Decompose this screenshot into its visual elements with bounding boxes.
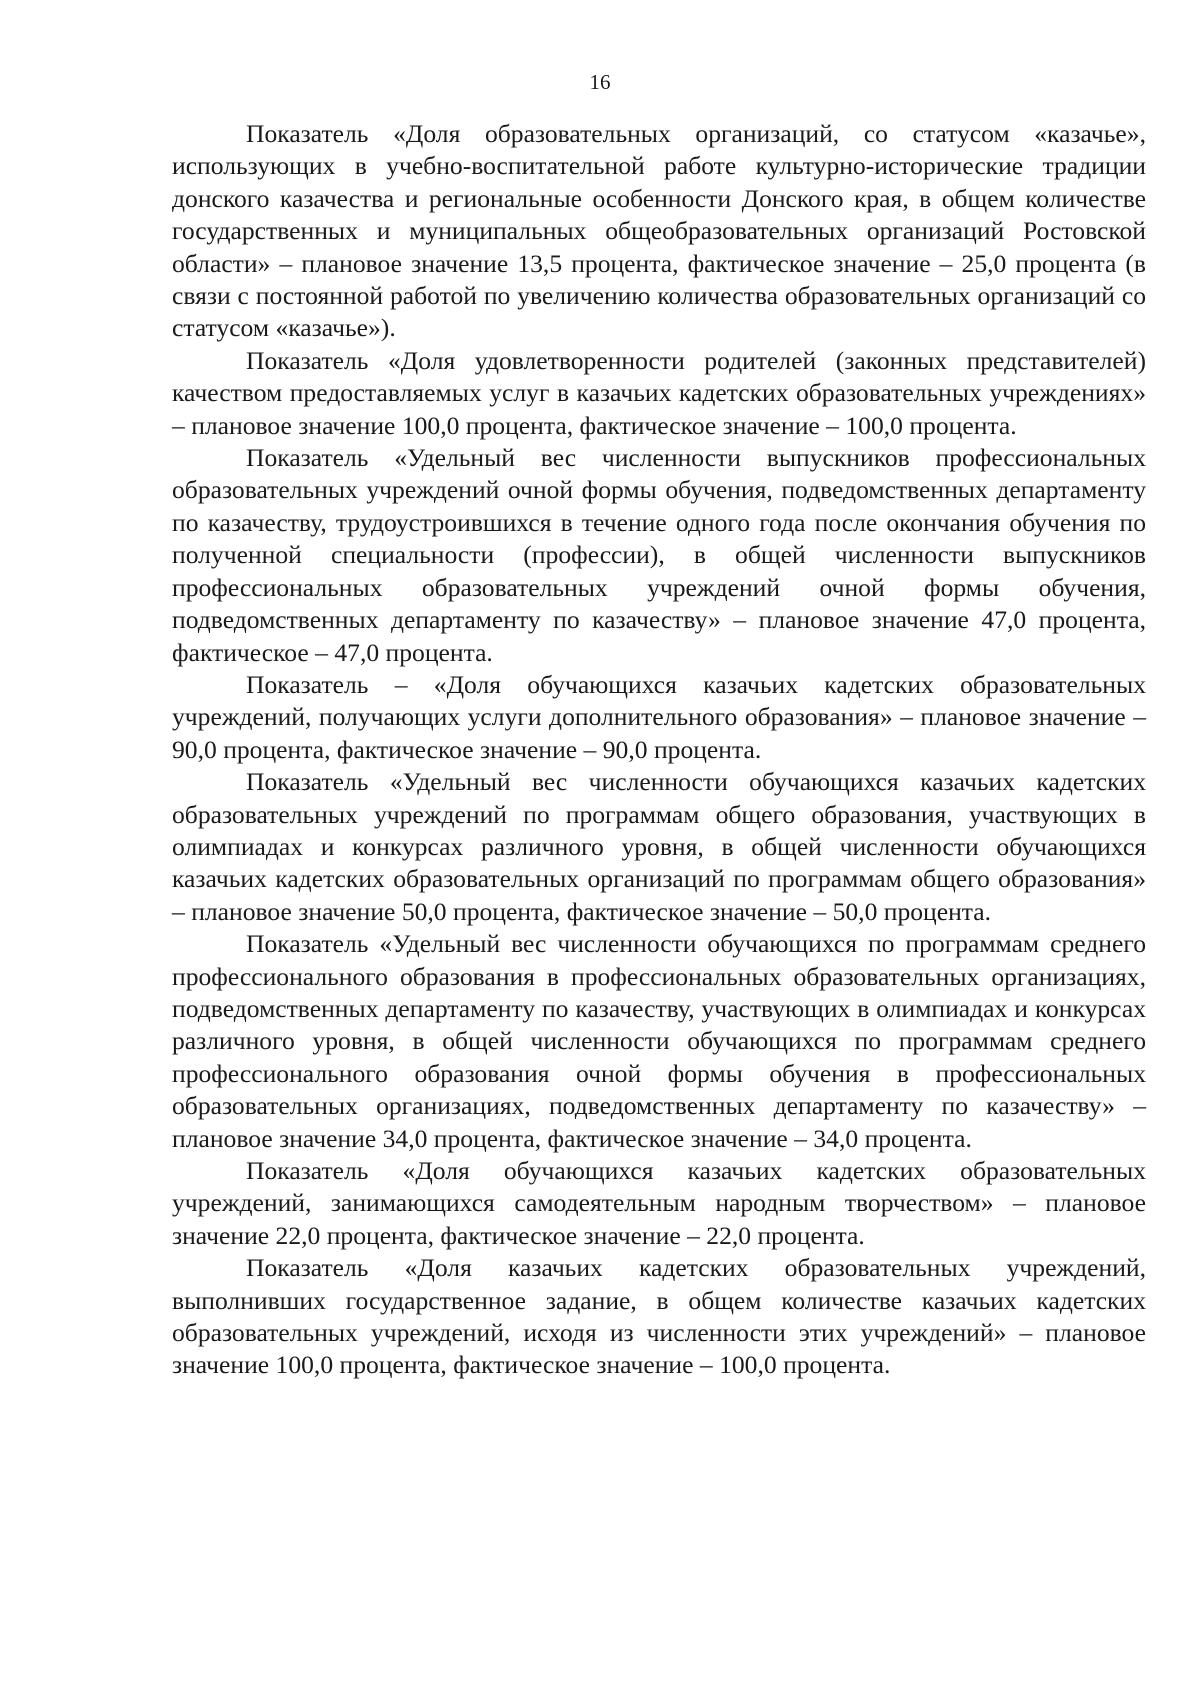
paragraph-indicator-olympiad-general: Показатель «Удельный вес численности обучающихся казачьих кадетских образовательных учреждений по программам общего образования, участвующих в олимпиадах и конкурсах различного уровня, в общей численности обучающихся казачьих кадетских образовательных организаций по программам общего образования» – плановое значение 50,0 процента, фактическое значение – 50,0 процента. bbox=[172, 767, 1146, 926]
paragraph-indicator-state-assignment: Показатель «Доля казачьих кадетских образовательных учреждений, выполнивших государственное задание, в общем количестве казачьих кадетских образовательных учреждений, исходя из численности этих учреждений» – плановое значение 100,0 процента, фактическое значение – 100,0 процента. bbox=[172, 1253, 1146, 1380]
paragraph-indicator-folk-art: Показатель «Доля обучающихся казачьих кадетских образовательных учреждений, занимающихся самодеятельным народным творчеством» – плановое значение 22,0 процента, фактическое значение – 22,0 процента. bbox=[172, 1156, 1146, 1250]
paragraph-indicator-cossack-status-share: Показатель «Доля образовательных организаций, со статусом «казачье», использующих в учебно-воспитательной работе культурно-исторические традиции донского казачества и региональные особенности Донского края, в общем количестве государственных и муниципальных общеобразовательных организаций Ростовской области» – плановое значение 13,5 процента, фактическое значение – 25,0 процента (в связи с постоянной работой по увеличению количества образовательных организаций со статусом «казачье»). bbox=[172, 119, 1146, 343]
paragraph-indicator-parent-satisfaction: Показатель «Доля удовлетворенности родителей (законных представителей) качеством предоставляемых услуг в казачьих кадетских образовательных учреждениях» – плановое значение 100,0 процента, фактическое значение – 100,0 процента. bbox=[172, 345, 1146, 440]
document-body bbox=[172, 118, 1146, 1382]
paragraph-indicator-olympiad-vocational: Показатель «Удельный вес численности обучающихся по программам среднего профессионального образования в профессиональных образовательных организациях, подведомственных департаменту по казачеству, участвующих в олимпиадах и конкурсах различного уровня, в общей численности обучающихся по программам среднего профессионального образования очной формы обучения в профессиональных образовательных организациях, подведомственных департаменту по казачеству» – плановое значение 34,0 процента, фактическое значение – 34,0 процента. bbox=[172, 929, 1146, 1153]
paragraph-indicator-additional-education: Показатель – «Доля обучающихся казачьих кадетских образовательных учреждений, получающих услуги дополнительного образования» – плановое значение – 90,0 процента, фактическое значение – 90,0 процента. bbox=[172, 669, 1146, 764]
paragraph-indicator-graduate-employment: Показатель «Удельный вес численности выпускников профессиональных образовательных учреждений очной формы обучения, подведомственных департаменту по казачеству, трудоустроившихся в течение одного года после окончания обучения по полученной специальности (профессии), в общей численности выпускников профессиональных образовательных учреждений очной формы обучения, подведомственных департаменту по казачеству» – плановое значение 47,0 процента, фактическое – 47,0 процента. bbox=[172, 443, 1146, 667]
page-number: 16 bbox=[589, 70, 611, 94]
